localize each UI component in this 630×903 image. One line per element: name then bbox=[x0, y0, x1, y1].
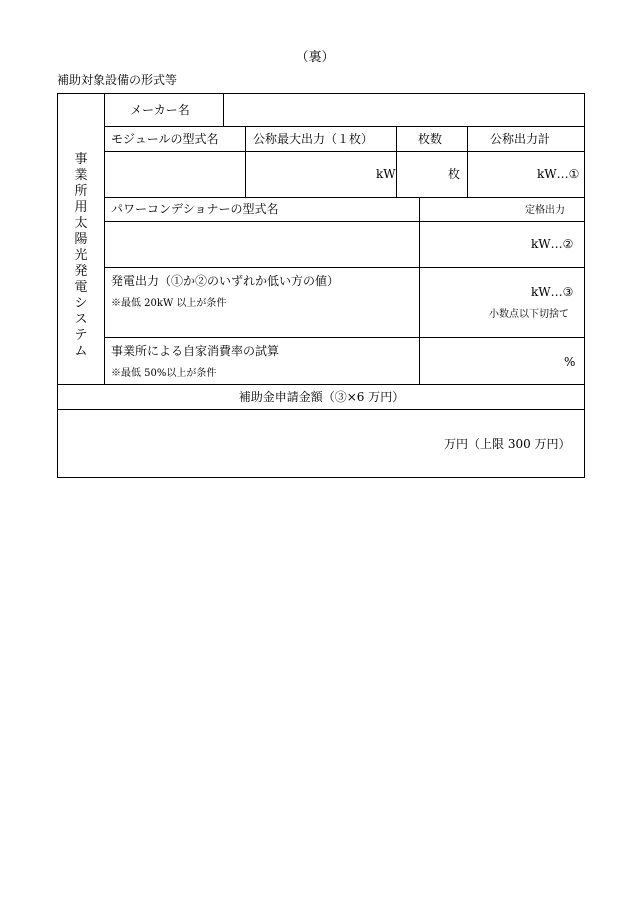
system-label-char: 太 bbox=[74, 216, 88, 231]
system-label-char: ム bbox=[74, 344, 88, 359]
self-consumption-note: ※最低 50%以上が条件 bbox=[111, 368, 217, 379]
grid-line bbox=[396, 126, 397, 197]
grid-line bbox=[104, 94, 105, 384]
grid-line bbox=[104, 197, 585, 198]
grid-line bbox=[419, 197, 420, 384]
total-output-label: 公称出力計 bbox=[490, 132, 551, 146]
rated-power-unit: kW…② bbox=[531, 237, 574, 251]
decimal-note: 小数点以下切捨て bbox=[489, 309, 569, 320]
grid-line bbox=[58, 384, 585, 385]
percent-unit: % bbox=[564, 355, 576, 369]
system-label-char: シ bbox=[74, 296, 88, 311]
grid-line bbox=[467, 126, 468, 197]
system-label-char: ス bbox=[74, 312, 88, 327]
grid-line bbox=[104, 126, 585, 127]
panel-count-label: 枚数 bbox=[418, 132, 443, 146]
grid-line bbox=[104, 151, 585, 152]
system-label-char: 発 bbox=[74, 264, 88, 279]
grid-line bbox=[104, 221, 585, 222]
subsidy-label: 補助金申請金額（③×6 万円） bbox=[238, 390, 405, 404]
system-label-char: 用 bbox=[74, 200, 88, 215]
system-label-char: 陽 bbox=[74, 232, 88, 247]
subsidy-equipment-form bbox=[57, 93, 585, 478]
maker-label: メーカー名 bbox=[130, 103, 190, 117]
grid-line bbox=[223, 94, 224, 126]
system-label-char: 電 bbox=[74, 280, 88, 295]
system-label-char: 光 bbox=[74, 248, 88, 263]
grid-line bbox=[104, 337, 585, 338]
total-output-unit: kW…① bbox=[537, 167, 580, 181]
generation-label: 発電出力（①か②のいずれか低い方の値） bbox=[111, 274, 340, 288]
system-label-char: 事 bbox=[74, 152, 88, 167]
grid-line bbox=[245, 126, 246, 197]
system-label-char: 業 bbox=[74, 168, 88, 183]
page-header-back: （裏） bbox=[295, 50, 335, 65]
generation-note: ※最低 20kW 以上が条件 bbox=[111, 298, 227, 309]
system-label-char: テ bbox=[74, 328, 88, 343]
pcs-model-label: パワーコンデショナーの型式名 bbox=[111, 202, 279, 216]
rated-output-unit: kW bbox=[376, 167, 396, 181]
generation-unit: kW…③ bbox=[531, 285, 574, 299]
system-vertical-label bbox=[58, 152, 104, 360]
system-label-char: 所 bbox=[74, 184, 88, 199]
section-title: 補助対象設備の形式等 bbox=[57, 73, 178, 87]
grid-line bbox=[104, 267, 585, 268]
self-consumption-label: 事業所による自家消費率の試算 bbox=[111, 344, 280, 358]
rated-output-label: 公称最大出力（１枚） bbox=[253, 132, 374, 146]
panel-count-unit: 枚 bbox=[448, 167, 461, 181]
subsidy-amount: 万円（上限 300 万円） bbox=[444, 437, 571, 451]
module-model-label: モジュールの型式名 bbox=[111, 132, 219, 146]
grid-line bbox=[58, 409, 585, 410]
rated-power-label: 定格出力 bbox=[525, 205, 565, 216]
